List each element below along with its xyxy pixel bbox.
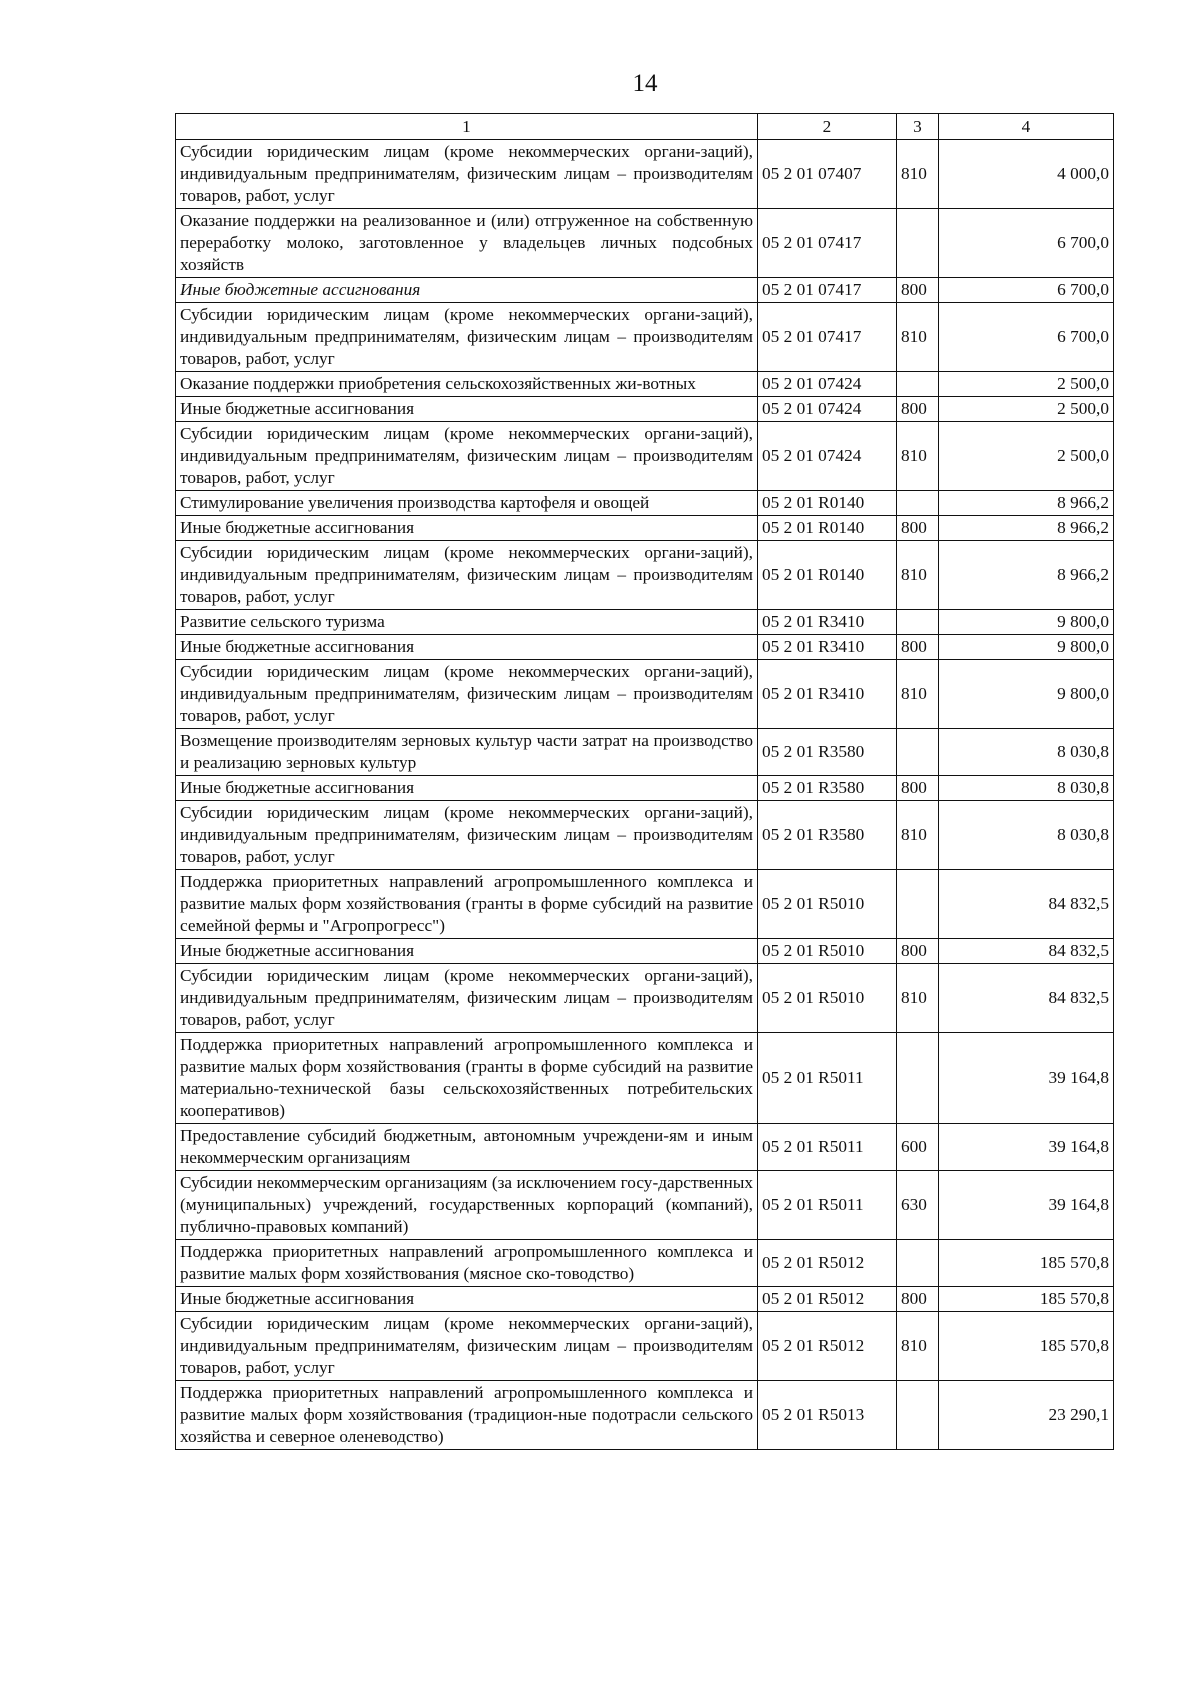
- row-code: 05 2 01 R0140: [758, 491, 897, 516]
- table-row: [176, 1381, 1114, 1450]
- table-row: [176, 541, 1114, 610]
- row-code: 05 2 01 R5012: [758, 1312, 897, 1381]
- row-type: [897, 610, 939, 635]
- row-type: 800: [897, 939, 939, 964]
- row-code: 05 2 01 07424: [758, 372, 897, 397]
- row-name: Субсидии юридическим лицам (кроме некоммерческих органи-заций), индивидуальным предпринимателям, физическим лицам – производителям товаров, работ, услуг: [176, 660, 758, 729]
- row-code: 05 2 01 R5013: [758, 1381, 897, 1450]
- table-row: [176, 422, 1114, 491]
- row-name: Поддержка приоритетных направлений агропромышленного комплекса и развитие малых форм хозяйствования (мясное ско-товодство): [176, 1240, 758, 1287]
- row-type: 800: [897, 776, 939, 801]
- table-row: [176, 610, 1114, 635]
- row-type: [897, 209, 939, 278]
- row-code: 05 2 01 R5011: [758, 1124, 897, 1171]
- row-amount: 84 832,5: [939, 939, 1114, 964]
- row-name: Возмещение производителям зерновых культур части затрат на производство и реализацию зерновых культур: [176, 729, 758, 776]
- row-type: [897, 372, 939, 397]
- row-code: 05 2 01 R0140: [758, 516, 897, 541]
- table-row: [176, 516, 1114, 541]
- row-code: 05 2 01 R0140: [758, 541, 897, 610]
- table-row: [176, 801, 1114, 870]
- row-type: 630: [897, 1171, 939, 1240]
- row-name: Иные бюджетные ассигнования: [176, 635, 758, 660]
- header-row: [176, 114, 1114, 140]
- table-row: [176, 372, 1114, 397]
- table-row: [176, 397, 1114, 422]
- row-name: Предоставление субсидий бюджетным, автономным учреждени-ям и иным некоммерческим организациям: [176, 1124, 758, 1171]
- row-amount: 2 500,0: [939, 372, 1114, 397]
- row-type: 810: [897, 303, 939, 372]
- row-name: Оказание поддержки на реализованное и (или) отгруженное на собственную переработку молоко, заготовленное у владельцев личных подсобных хозяйств: [176, 209, 758, 278]
- row-name: Субсидии юридическим лицам (кроме некоммерческих органи-заций), индивидуальным предпринимателям, физическим лицам – производителям товаров, работ, услуг: [176, 964, 758, 1033]
- row-name: Иные бюджетные ассигнования: [176, 516, 758, 541]
- row-amount: 39 164,8: [939, 1033, 1114, 1124]
- row-code: 05 2 01 07417: [758, 278, 897, 303]
- row-name: Субсидии некоммерческим организациям (за исключением госу-дарственных (муниципальных) учреждений, государственных корпораций (компаний), публично-правовых компаний): [176, 1171, 758, 1240]
- row-code: 05 2 01 R5012: [758, 1287, 897, 1312]
- row-type: [897, 1240, 939, 1287]
- row-name: Поддержка приоритетных направлений агропромышленного комплекса и развитие малых форм хозяйствования (гранты в форме субсидий на развитие материально-технической базы сельскохозяйственных потребительских кооперативов): [176, 1033, 758, 1124]
- row-name: Иные бюджетные ассигнования: [176, 1287, 758, 1312]
- table-row: [176, 1033, 1114, 1124]
- table-row: [176, 1240, 1114, 1287]
- row-name: Субсидии юридическим лицам (кроме некоммерческих органи-заций), индивидуальным предпринимателям, физическим лицам – производителям товаров, работ, услуг: [176, 1312, 758, 1381]
- row-code: 05 2 01 R5012: [758, 1240, 897, 1287]
- row-amount: 6 700,0: [939, 278, 1114, 303]
- row-code: 05 2 01 R3580: [758, 729, 897, 776]
- row-type: 810: [897, 541, 939, 610]
- row-type: 810: [897, 801, 939, 870]
- table-row: [176, 660, 1114, 729]
- table-row: [176, 303, 1114, 372]
- row-code: 05 2 01 R5010: [758, 964, 897, 1033]
- row-type: 800: [897, 278, 939, 303]
- row-name: Иные бюджетные ассигнования: [176, 278, 758, 303]
- table-row: [176, 1312, 1114, 1381]
- row-amount: 8 966,2: [939, 516, 1114, 541]
- row-type: 810: [897, 140, 939, 209]
- row-name: Субсидии юридическим лицам (кроме некоммерческих органи-заций), индивидуальным предпринимателям, физическим лицам – производителям товаров, работ, услуг: [176, 801, 758, 870]
- row-amount: 39 164,8: [939, 1171, 1114, 1240]
- row-code: 05 2 01 R5011: [758, 1171, 897, 1240]
- row-code: 05 2 01 07424: [758, 422, 897, 491]
- row-type: 810: [897, 660, 939, 729]
- row-amount: 8 030,8: [939, 729, 1114, 776]
- row-type: 810: [897, 1312, 939, 1381]
- row-amount: 23 290,1: [939, 1381, 1114, 1450]
- row-amount: 39 164,8: [939, 1124, 1114, 1171]
- row-type: [897, 491, 939, 516]
- row-name: Иные бюджетные ассигнования: [176, 939, 758, 964]
- header-code: 2: [758, 114, 897, 140]
- row-amount: 185 570,8: [939, 1287, 1114, 1312]
- table-row: [176, 870, 1114, 939]
- row-type: [897, 729, 939, 776]
- row-code: 05 2 01 07424: [758, 397, 897, 422]
- table-row: [176, 140, 1114, 209]
- row-amount: 9 800,0: [939, 610, 1114, 635]
- row-type: 800: [897, 516, 939, 541]
- row-code: 05 2 01 R5011: [758, 1033, 897, 1124]
- table-row: [176, 635, 1114, 660]
- header-name: 1: [176, 114, 758, 140]
- row-code: 05 2 01 07407: [758, 140, 897, 209]
- row-name: Субсидии юридическим лицам (кроме некоммерческих органи-заций), индивидуальным предпринимателям, физическим лицам – производителям товаров, работ, услуг: [176, 422, 758, 491]
- table-row: [176, 1171, 1114, 1240]
- row-name: Иные бюджетные ассигнования: [176, 776, 758, 801]
- row-amount: 9 800,0: [939, 660, 1114, 729]
- row-amount: 8 966,2: [939, 541, 1114, 610]
- row-amount: 84 832,5: [939, 964, 1114, 1033]
- row-name: Поддержка приоритетных направлений агропромышленного комплекса и развитие малых форм хозяйствования (традицион-ные подотрасли сельского хозяйства и северное оленеводство): [176, 1381, 758, 1450]
- row-amount: 8 966,2: [939, 491, 1114, 516]
- row-code: 05 2 01 R5010: [758, 939, 897, 964]
- row-type: 600: [897, 1124, 939, 1171]
- row-type: [897, 1381, 939, 1450]
- row-type: [897, 870, 939, 939]
- row-amount: 84 832,5: [939, 870, 1114, 939]
- row-amount: 6 700,0: [939, 303, 1114, 372]
- row-amount: 9 800,0: [939, 635, 1114, 660]
- row-code: 05 2 01 R3410: [758, 610, 897, 635]
- page-number: 14: [632, 70, 658, 97]
- row-name: Субсидии юридическим лицам (кроме некоммерческих органи-заций), индивидуальным предпринимателям, физическим лицам – производителям товаров, работ, услуг: [176, 303, 758, 372]
- row-code: 05 2 01 07417: [758, 209, 897, 278]
- row-name: Развитие сельского туризма: [176, 610, 758, 635]
- header-type: 3: [897, 114, 939, 140]
- row-code: 05 2 01 07417: [758, 303, 897, 372]
- row-type: 800: [897, 397, 939, 422]
- table-row: [176, 491, 1114, 516]
- row-amount: 8 030,8: [939, 776, 1114, 801]
- row-amount: 2 500,0: [939, 397, 1114, 422]
- header-amount: 4: [939, 114, 1114, 140]
- row-code: 05 2 01 R3580: [758, 776, 897, 801]
- table-row: [176, 729, 1114, 776]
- row-name: Иные бюджетные ассигнования: [176, 397, 758, 422]
- row-amount: 6 700,0: [939, 209, 1114, 278]
- row-type: 800: [897, 1287, 939, 1312]
- table-row: [176, 939, 1114, 964]
- row-amount: 185 570,8: [939, 1312, 1114, 1381]
- row-type: 810: [897, 422, 939, 491]
- row-code: 05 2 01 R3410: [758, 635, 897, 660]
- table-row: [176, 964, 1114, 1033]
- table-row: [176, 278, 1114, 303]
- row-code: 05 2 01 R5010: [758, 870, 897, 939]
- row-name: Оказание поддержки приобретения сельскохозяйственных жи-вотных: [176, 372, 758, 397]
- row-amount: 8 030,8: [939, 801, 1114, 870]
- row-name: Стимулирование увеличения производства картофеля и овощей: [176, 491, 758, 516]
- row-amount: 185 570,8: [939, 1240, 1114, 1287]
- row-type: [897, 1033, 939, 1124]
- row-code: 05 2 01 R3410: [758, 660, 897, 729]
- budget-table: [175, 113, 1114, 1450]
- table-row: [176, 1287, 1114, 1312]
- row-name: Поддержка приоритетных направлений агропромышленного комплекса и развитие малых форм хозяйствования (гранты в форме субсидий на развитие семейной фермы и "Агропрогресс"): [176, 870, 758, 939]
- row-type: 800: [897, 635, 939, 660]
- table-row: [176, 776, 1114, 801]
- row-code: 05 2 01 R3580: [758, 801, 897, 870]
- row-amount: 2 500,0: [939, 422, 1114, 491]
- row-name: Субсидии юридическим лицам (кроме некоммерческих органи-заций), индивидуальным предпринимателям, физическим лицам – производителям товаров, работ, услуг: [176, 541, 758, 610]
- row-amount: 4 000,0: [939, 140, 1114, 209]
- row-name: Субсидии юридическим лицам (кроме некоммерческих органи-заций), индивидуальным предпринимателям, физическим лицам – производителям товаров, работ, услуг: [176, 140, 758, 209]
- table-row: [176, 209, 1114, 278]
- row-type: 810: [897, 964, 939, 1033]
- table-row: [176, 1124, 1114, 1171]
